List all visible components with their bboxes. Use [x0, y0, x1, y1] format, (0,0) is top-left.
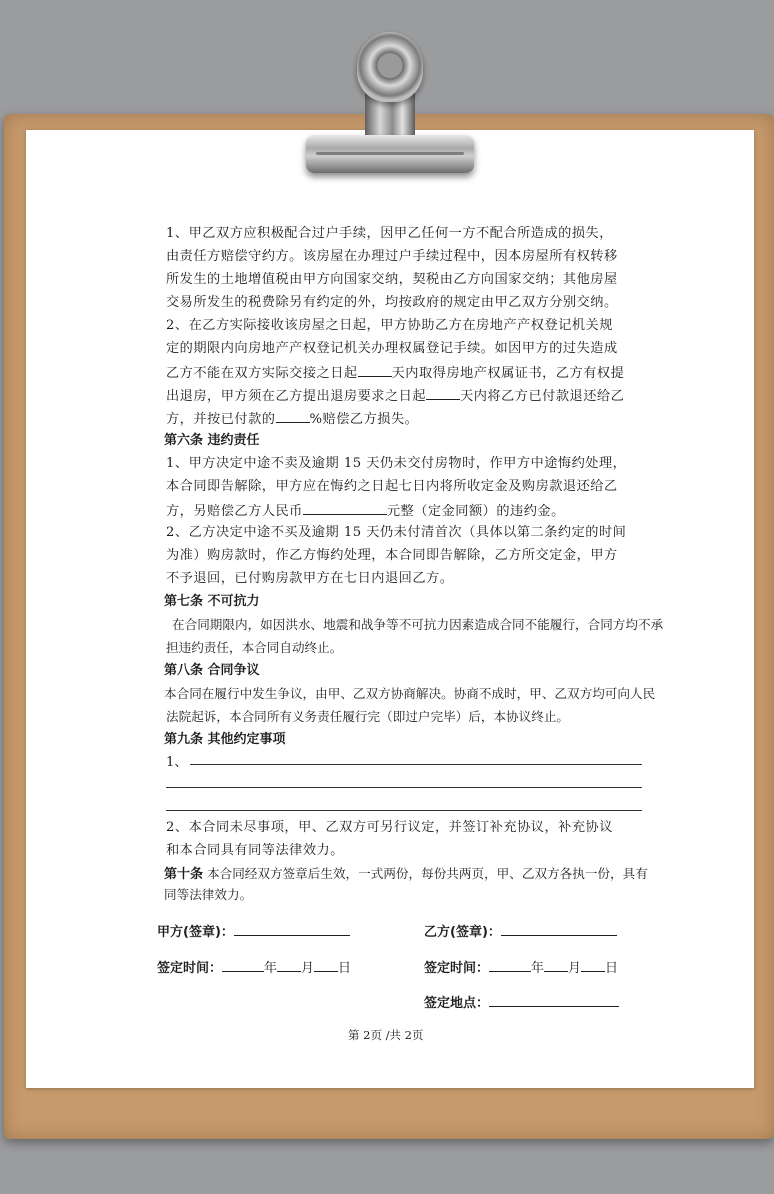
para-2-line-5 — [166, 409, 418, 429]
article-6-2-line-3: 不予退回，已付购房款甲方在七日内退回乙方。 — [166, 571, 454, 586]
para-2-line-3 — [166, 363, 624, 383]
article-10-line-1 — [164, 865, 648, 884]
party-a-sign-field[interactable] — [234, 922, 350, 936]
days-blank-1[interactable] — [358, 363, 392, 377]
article-7-title: 第七条 不可抗力 — [164, 594, 260, 609]
article-9-2-line-2: 和本合同具有同等法律效力。 — [166, 843, 344, 858]
percent-blank[interactable] — [276, 409, 310, 423]
para-2-line-4-a: 出退房，甲方须在乙方提出退房要求之日起 — [166, 389, 427, 404]
article-7-line-1: 在合同期限内，如因洪水、地震和战争等不可抗力因素造成合同不能履行，合同方均不承 — [172, 617, 664, 632]
article-7-line-2: 担违约责任，本合同自动终止。 — [166, 640, 343, 655]
signing-place — [424, 993, 619, 1013]
para-1-line-3: 所发生的土地增值税由甲方向国家交纳，契税由乙方向国家交纳；其他房屋 — [166, 272, 618, 287]
party-a-year-label: 年 — [264, 961, 278, 976]
para-2-line-5-a: 方，并按已付款的 — [166, 412, 276, 427]
party-b-label: 乙方(签章)： — [424, 925, 501, 940]
party-b-date-label: 签定时间： — [424, 961, 490, 976]
para-2-line-4 — [166, 386, 624, 406]
signing-place-label: 签定地点： — [424, 996, 490, 1011]
clip-base — [306, 135, 474, 173]
fill-line-2[interactable] — [166, 787, 642, 788]
penalty-amount-blank[interactable] — [303, 501, 387, 515]
fill-line-1[interactable] — [190, 764, 642, 765]
signing-place-field[interactable] — [489, 993, 619, 1007]
article-8-title: 第八条 合同争议 — [164, 663, 260, 678]
article-9-title: 第九条 其他约定事项 — [164, 732, 286, 747]
para-2-line-3-a: 乙方不能在双方实际交接之日起 — [166, 366, 358, 381]
party-b-day-label: 日 — [605, 961, 619, 976]
party-b-day-field[interactable] — [581, 958, 605, 972]
clip-ring-icon — [357, 32, 423, 102]
article-9-2-line-1: 2、本合同未尽事项，甲、乙双方可另行议定，并签订补充协议，补充协议 — [166, 820, 613, 835]
party-b-signature — [424, 922, 617, 942]
party-b-year-field[interactable] — [489, 958, 531, 972]
party-b-date — [424, 958, 618, 978]
article-6-title: 第六条 违约责任 — [164, 433, 260, 448]
article-6-1-line-3-a: 方，另赔偿乙方人民币 — [166, 504, 303, 519]
para-1-line-4: 交易所发生的税费除另有约定的外，均按政府的规定由甲乙双方分别交纳。 — [166, 295, 618, 310]
article-8-line-2: 法院起诉，本合同所有义务责任履行完（即过户完毕）后，本协议终止。 — [166, 709, 569, 724]
article-6-2-line-1: 2、乙方决定中途不买及逾期 15 天仍未付清首次（具体以第二条约定的时间 — [166, 525, 627, 540]
days-blank-2[interactable] — [426, 386, 460, 400]
article-9-item-1: 1、 — [166, 755, 188, 770]
party-a-day-label: 日 — [338, 961, 352, 976]
party-b-year-label: 年 — [531, 961, 545, 976]
party-b-month-label: 月 — [568, 961, 582, 976]
para-2-line-4-b: 天内将乙方已付款退还给乙 — [460, 389, 625, 404]
article-10-text: 本合同经双方签章后生效，一式两份，每份共两页，甲、乙双方各执一份，具有 — [203, 866, 648, 881]
para-1-line-1: 1、甲乙双方应积极配合过户手续，因甲乙任何一方不配合所造成的损失， — [166, 226, 613, 241]
article-10-line-2: 同等法律效力。 — [164, 887, 253, 902]
fill-line-3[interactable] — [166, 810, 642, 811]
article-6-1-line-1: 1、甲方决定中途不卖及逾期 15 天仍未交付房物时，作甲方中途悔约处理， — [166, 456, 627, 471]
article-6-2-line-2: 为准）购房款时，作乙方悔约处理，本合同即告解除，乙方所交定金，甲方 — [166, 548, 618, 563]
page-number: 第 2页 /共 2页 — [348, 1028, 424, 1042]
party-a-month-label: 月 — [301, 961, 315, 976]
party-a-day-field[interactable] — [314, 958, 338, 972]
article-6-1-line-2: 本合同即告解除，甲方应在悔约之日起七日内将所收定金及购房款退还给乙 — [166, 479, 618, 494]
para-2-line-1: 2、在乙方实际接收该房屋之日起，甲方协助乙方在房地产产权登记机关规 — [166, 318, 613, 333]
party-b-month-field[interactable] — [544, 958, 568, 972]
article-10-title: 第十条 — [164, 867, 204, 882]
para-2-line-3-b: 天内取得房地产权属证书，乙方有权提 — [391, 366, 625, 381]
article-6-1-line-3 — [166, 501, 565, 521]
party-a-date-label: 签定时间： — [157, 961, 223, 976]
para-1-line-2: 由责任方赔偿守约方。该房屋在办理过户手续过程中，因本房屋所有权转移 — [166, 249, 618, 264]
party-a-date — [157, 958, 351, 978]
article-6-1-line-3-b: 元整（定金同额）的违约金。 — [386, 504, 565, 519]
party-a-month-field[interactable] — [277, 958, 301, 972]
para-2-line-5-b: %赔偿乙方损失。 — [309, 412, 419, 427]
party-a-label: 甲方(签章)： — [157, 925, 234, 940]
party-b-sign-field[interactable] — [501, 922, 617, 936]
party-a-year-field[interactable] — [222, 958, 264, 972]
article-8-line-1: 本合同在履行中发生争议，由甲、乙双方协商解决。协商不成时，甲、乙双方均可向人民 — [164, 686, 656, 701]
para-2-line-2: 定的期限内向房地产产权登记机关办理权属登记手续。如因甲方的过失造成 — [166, 341, 618, 356]
party-a-signature — [157, 922, 350, 942]
